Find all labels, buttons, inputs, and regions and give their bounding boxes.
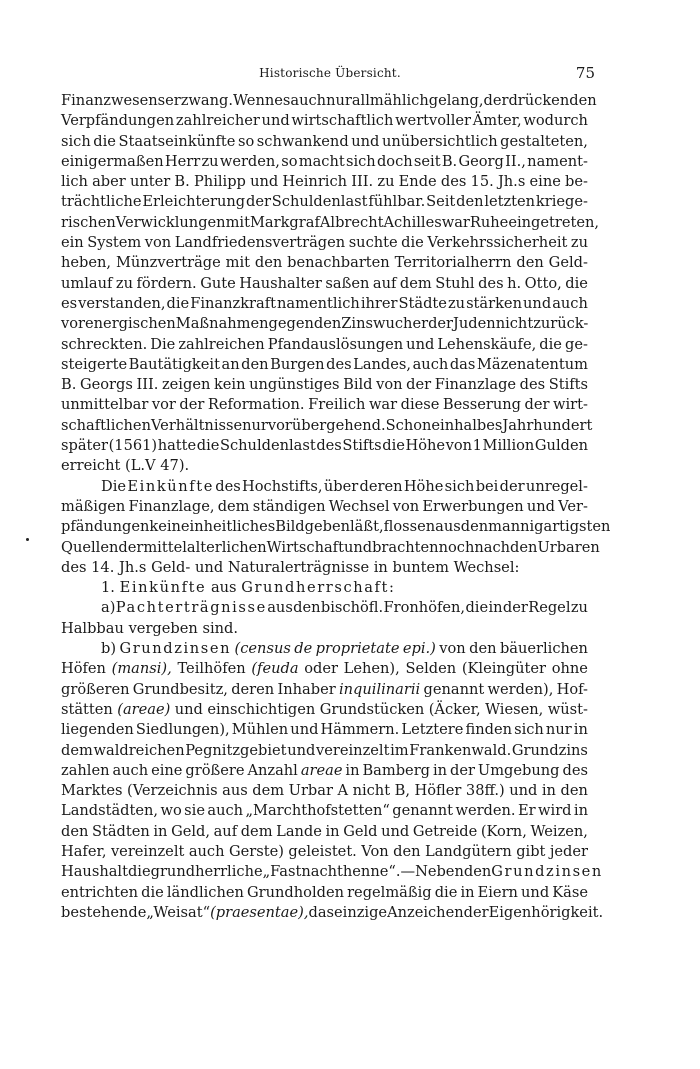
text-line: entrichten die ländlichen Grundholden regelmäßig die in Eiern und Käse xyxy=(61,883,588,901)
margin-mark xyxy=(26,538,29,541)
text-line: unmittelbar vor der Reformation. Freilich war diese Besserung der wirt- xyxy=(61,396,588,414)
text-line: steigerte Bautätigkeit an den Burgen des Landes, auch das Mäzenatentum xyxy=(61,355,588,373)
text-line: erreicht (L.V 47). xyxy=(61,457,190,475)
text-line: a) Pachterträgnisse aus den bischöfl. Fronhöfen, die in der Regel zu xyxy=(101,599,588,617)
text-line: des 14. Jh.s Geld- und Naturalerträgnisse in buntem Wechsel: xyxy=(61,558,520,576)
page-number: 75 xyxy=(575,64,595,82)
text-line: trächtliche Erleichterung der Schuldenlast fühlbar. Seit den letzten kriege- xyxy=(61,193,588,211)
text-line: Hafer, vereinzelt auch Gerste) geleistet. Von den Landgütern gibt jeder xyxy=(61,842,588,860)
text-line: sich die Staatseinkünfte so schwankend und unübersichtlich gestalteten, xyxy=(61,132,588,150)
text-line: ein System von Landfriedensverträgen suchte die Verkehrssicherheit zu xyxy=(61,234,588,252)
text-line: stätten (areae) und einschichtigen Grundstücken (Äcker, Wiesen, wüst- xyxy=(61,700,588,718)
text-line: dem waldreichen Pegnitzgebiet und vereinzelt im Frankenwald. Grundzins xyxy=(61,741,588,759)
text-line: Marktes (Verzeichnis aus dem Urbar A nicht B, Höfler 38ff.) und in den xyxy=(61,782,588,800)
text-line: heben, Münzverträge mit den benachbarten Territorialherrn den Geld- xyxy=(61,254,588,272)
text-line: B. Georgs III. zeigen kein ungünstiges Bild von der Finanzlage des Stifts xyxy=(61,376,588,394)
text-line: Halbbau vergeben sind. xyxy=(61,619,238,637)
text-line: bestehende „Weisat“ (praesentae), das einzige Anzeichen der Eigenhörigkeit. xyxy=(61,903,604,921)
text-line: 1. Einkünfte aus Grundherrschaft: xyxy=(101,579,396,597)
text-line: Die Einkünfte des Hochstifts, über deren Höhe sich bei der unregel- xyxy=(101,477,588,495)
text-line: schaftlichen Verhältnisse nur vorübergehend. Schon ein halbes Jahrhundert xyxy=(61,416,593,434)
text-line: Quellen der mittelalterlichen Wirtschaft und brachten noch nach den Urbaren xyxy=(61,538,600,556)
text-line: mäßigen Finanzlage, dem ständigen Wechsel von Erwerbungen und Ver- xyxy=(61,497,588,515)
body-text xyxy=(61,91,611,923)
text-line: Verpfändungen zahlreicher und wirtschaftlich wertvoller Ämter, wodurch xyxy=(61,112,588,130)
text-line: Landstädten, wo sie auch „Marchthofstetten“ genannt werden. Er wird in xyxy=(61,802,588,820)
text-line: größeren Grundbesitz, deren Inhaber inquilinarii genannt werden), Hof- xyxy=(61,680,588,698)
text-line: Finanzwesens erzwang. Wenn es auch nur allmählich gelang, der drückenden xyxy=(61,92,597,109)
text-line: rischen Verwicklungen mit Markgraf Albrecht Achilles war Ruhe eingetreten, xyxy=(61,213,600,231)
text-line: umlauf zu fördern. Gute Haushalter saßen auf dem Stuhl des h. Otto, die xyxy=(61,274,588,292)
text-line: Höfen (mansi), Teilhöfen (feuda oder Lehen), Selden (Kleingüter ohne xyxy=(61,660,588,678)
text-line: pfändungen kein einheitliches Bild geben läßt, flossen aus den mannigartigsten xyxy=(61,518,611,536)
text-line: schreckten. Die zahlreichen Pfandauslösungen und Lehenskäufe, die ge- xyxy=(61,335,588,353)
text-line: später (1561) hatte die Schuldenlast des Stifts die Höhe von 1 Million Gulden xyxy=(61,437,588,455)
text-line: lich aber unter B. Philipp und Heinrich III. zu Ende des 15. Jh.s eine be- xyxy=(61,173,588,191)
text-line: einigermaßen Herr zu werden, so macht sich doch seit B. Georg II., nament- xyxy=(61,152,588,170)
text-line: es verstanden, die Finanzkraft namentlich ihrer Städte zu stärken und auch xyxy=(61,294,588,312)
text-line: den Städten in Geld, auf dem Lande in Geld und Getreide (Korn, Weizen, xyxy=(61,822,588,840)
running-head xyxy=(0,64,700,84)
text-line: zahlen auch eine größere Anzahl areae in Bamberg in der Umgebung des xyxy=(61,761,588,779)
text-line: Haushalt die grundherrliche „Fastnachthenne“. — Neben den Grundzinsen xyxy=(61,863,603,881)
running-title: Historische Übersicht. xyxy=(259,66,401,80)
text-line: liegenden Siedlungen), Mühlen und Hämmern. Letztere finden sich nur in xyxy=(61,721,588,739)
text-line: b) Grundzinsen (census de proprietate epi.) von den bäuerlichen xyxy=(101,640,588,658)
text-line: vor energischen Maßnahmen gegen den Zinswucher der Juden nicht zurück- xyxy=(61,315,589,333)
